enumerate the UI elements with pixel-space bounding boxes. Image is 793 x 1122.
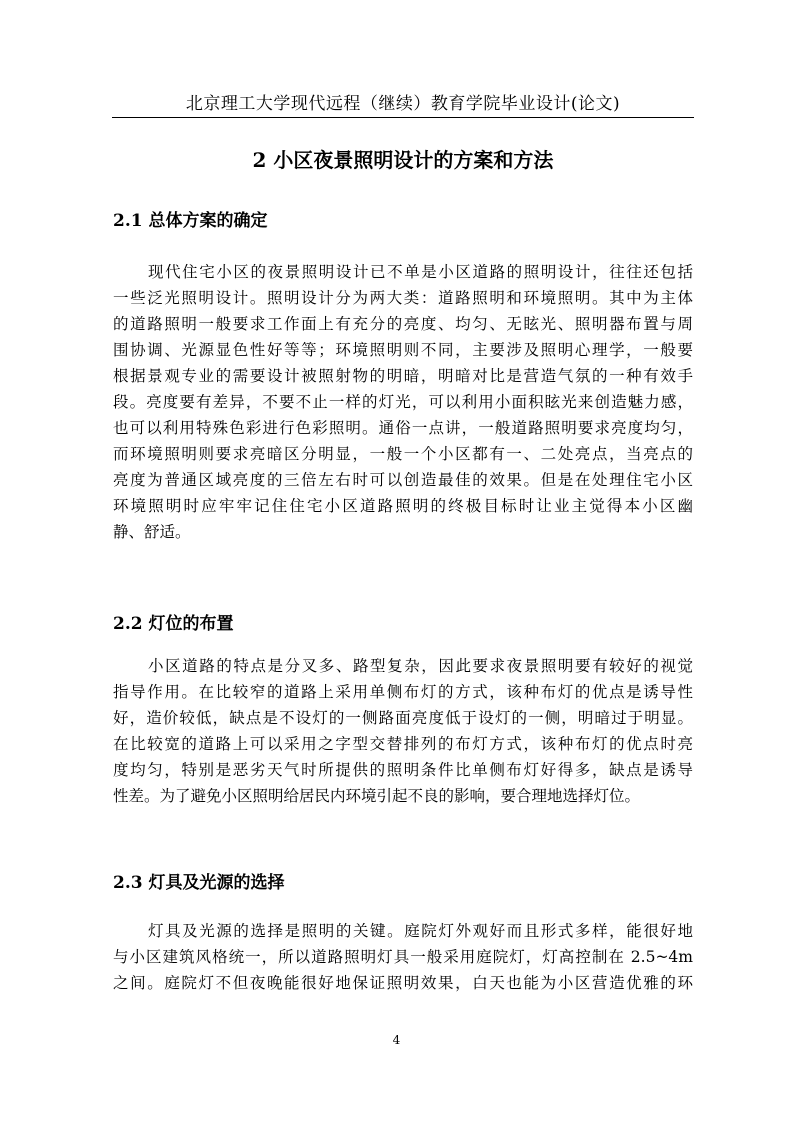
header-title: 北京理工大学现代远程（继续）教育学院毕业设计(论文) [185,94,621,114]
chapter-title: 2 小区夜景照明设计的方案和方法 [252,148,554,172]
paragraph-line: 亮度为普通区域亮度的三倍左右时可以创造最佳的效果。但是在处理住宅小区 [113,471,693,489]
section-2-2-paragraph [113,653,693,809]
paragraph-line: 根据景观专业的需要设计被照射物的明暗，明暗对比是营造气氛的一种有效手 [113,367,693,385]
paragraph-line: 的道路照明一般要求工作面上有充分的亮度、均匀、无眩光、照明器布置与周 [113,315,693,333]
section-title-2-3: 2.3 灯具及光源的选择 [113,873,285,893]
paragraph-line: 与小区建筑风格统一，所以道路照明灯具一般采用庭院灯，灯高控制在 2.5~4m [113,948,693,966]
header-rule [112,117,694,118]
section-2-3-paragraph [113,918,693,996]
section-2-1-paragraph [113,259,693,545]
paragraph-line: 段。亮度要有差异，不要不止一样的灯光，可以利用小面积眩光来创造魅力感， [113,393,693,411]
section-title-2-1: 2.1 总体方案的确定 [113,211,268,231]
paragraph-line: 而环境照明则要求亮暗区分明显，一般一个小区都有一、二处亮点，当亮点的 [113,445,693,463]
paragraph-line: 在比较宽的道路上可以采用之字型交替排列的布灯方式，该种布灯的优点时亮 [113,735,693,753]
page-number: 4 [392,1033,401,1047]
paragraph-line: 小区道路的特点是分叉多、路型复杂，因此要求夜景照明要有较好的视觉 [148,657,693,675]
section-title-2-2: 2.2 灯位的布置 [113,614,234,634]
paragraph-line: 也可以利用特殊色彩进行色彩照明。通俗一点讲，一般道路照明要求亮度均匀， [113,419,693,437]
paragraph-line: 度均匀，特别是恶劣天气时所提供的照明条件比单侧布灯好得多，缺点是诱导 [113,761,693,779]
paragraph-line: 之间。庭院灯不但夜晚能很好地保证照明效果，白天也能为小区营造优雅的环 [113,974,693,992]
paragraph-line: 好，造价较低，缺点是不设灯的一侧路面亮度低于设灯的一侧，明暗过于明显。 [113,709,693,727]
paragraph-line: 环境照明时应牢牢记住住宅小区道路照明的终极目标时让业主觉得本小区幽 [113,497,693,515]
paragraph-line: 性差。为了避免小区照明给居民内环境引起不良的影响，要合理地选择灯位。 [113,787,641,805]
paragraph-line: 灯具及光源的选择是照明的关键。庭院灯外观好而且形式多样，能很好地 [148,922,693,940]
paragraph-line: 静、舒适。 [113,523,191,541]
paragraph-line: 现代住宅小区的夜景照明设计已不单是小区道路的照明设计，往往还包括 [148,263,693,281]
paragraph-line: 围协调、光源显色性好等等；环境照明则不同，主要涉及照明心理学，一般要 [113,341,693,359]
paragraph-line: 指导作用。在比较窄的道路上采用单侧布灯的方式，该种布灯的优点是诱导性 [113,683,693,701]
paragraph-line: 一些泛光照明设计。照明设计分为两大类：道路照明和环境照明。其中为主体 [113,289,693,307]
